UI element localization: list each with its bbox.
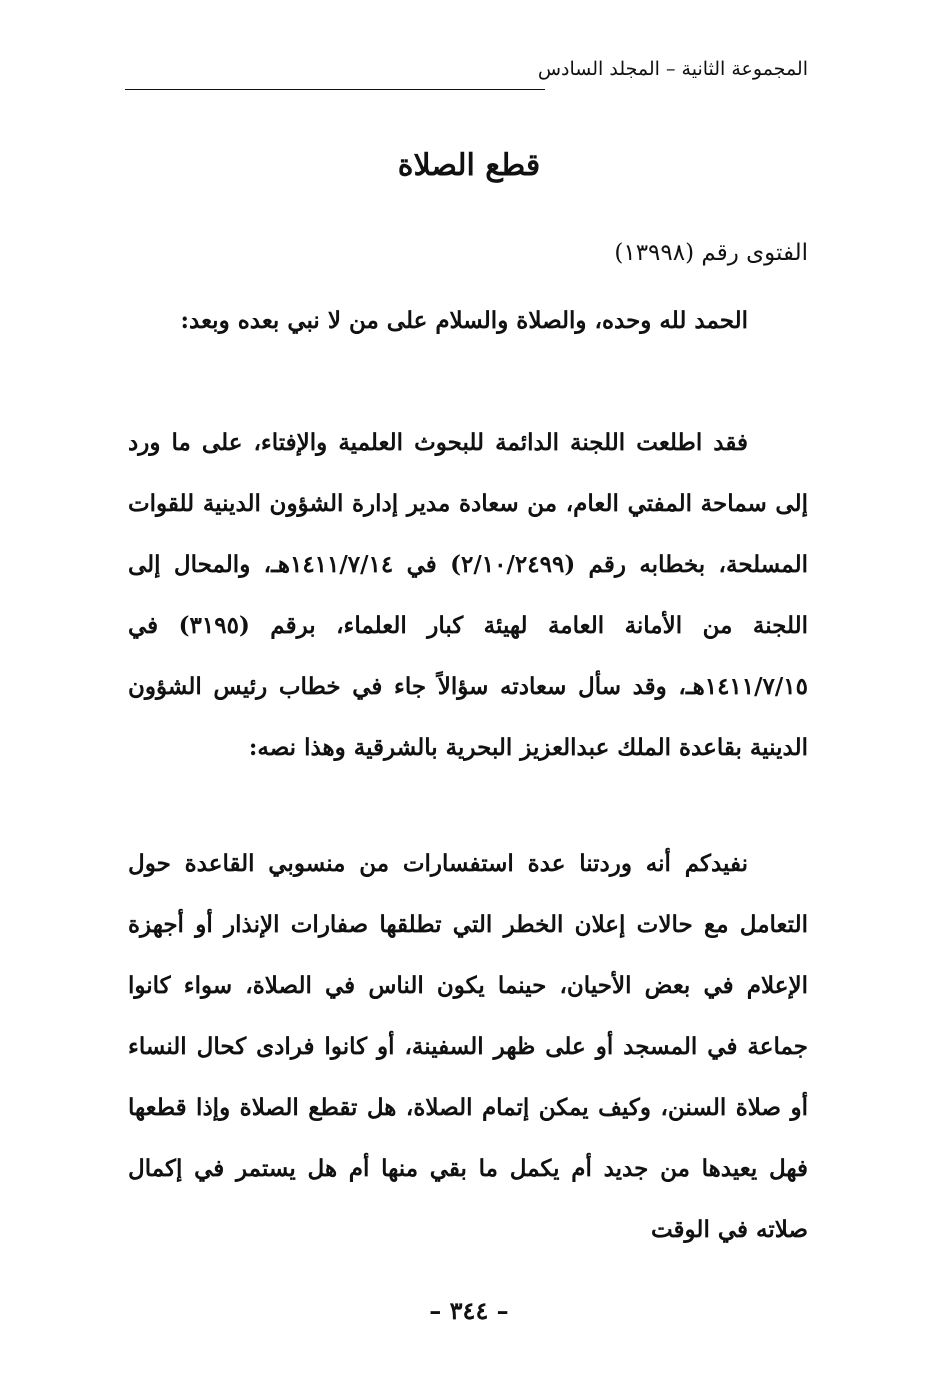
paragraph-question bbox=[128, 833, 808, 1260]
header-rule bbox=[125, 89, 545, 90]
page-title: قطع الصلاة bbox=[397, 148, 541, 183]
paragraph-opening bbox=[128, 290, 808, 351]
paragraph-text: نفيدكم أنه وردتنا عدة استفسارات من منسوبي القاعدة حول التعامل مع حالات إعلان الخطر التي تطلقها صفارات الإنذار أو أجهزة الإعلام في بعض الأحيان، حينما يكون الناس في الصلاة، سواء كانوا جماعة في المسجد أو على ظهر السفينة، أو كانوا فرادى كحال النساء أو صلاة السنن، وكيف يمكن إتمام الصلاة، هل تقطع الصلاة وإذا قطعها فهل يعيدها من جديد أم يكمل ما بقي منها أم هل يستمر في إكمال صلاته في الوقت bbox=[128, 850, 808, 1243]
fatwa-number: الفتوى رقم (١٣٩٩٨) bbox=[614, 240, 808, 266]
paragraph-text: فقد اطلعت اللجنة الدائمة للبحوث العلمية والإفتاء، على ما ورد إلى سماحة المفتي العام، من سعادة مدير إدارة الشؤون الدينية للقوات المسلحة، بخطابه رقم (٢/١٠/٢٤٩٩) في ١٤١١/٧/١٤هـ، والمحال إلى اللجنة من الأمانة العامة لهيئة كبار العلماء، برقم (٣١٩٥) في ١٤١١/٧/١٥هـ، وقد سأل سعادته سؤالاً جاء في خطاب رئيس الشؤون الدينية بقاعدة الملك عبدالعزيز البحرية بالشرقية وهذا نصه: bbox=[128, 429, 808, 761]
running-header: المجموعة الثانية – المجلد السادس bbox=[537, 58, 808, 80]
paragraph-committee bbox=[128, 412, 808, 778]
paragraph-text: الحمد لله وحده، والصلاة والسلام على من لا نبي بعده وبعد: bbox=[180, 307, 748, 334]
page-number: – ٣٤٤ – bbox=[429, 1296, 509, 1325]
